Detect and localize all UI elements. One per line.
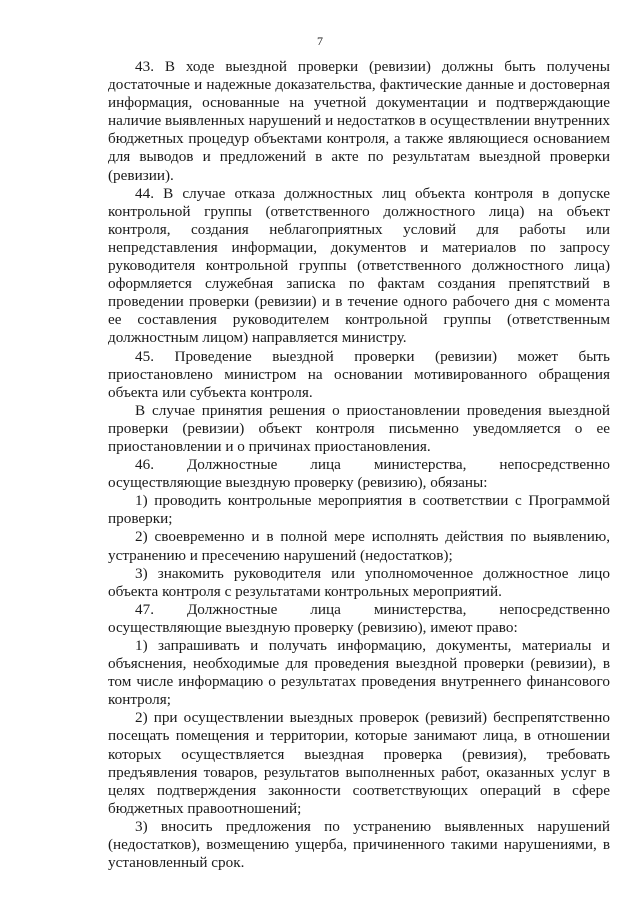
- paragraph-46: 46. Должностные лица министерства, непосредственно осуществляющие выездную проверку (ревизию), обязаны:: [108, 456, 610, 492]
- paragraph-47-item-3: 3) вносить предложения по устранению выявленных нарушений (недостатков), возмещению ущерба, причиненного такими нарушениями, в установленный срок.: [108, 817, 610, 872]
- paragraph-43: 43. В ходе выездной проверки (ревизии) должны быть получены достаточные и надежные доказательства, фактические данные и достоверная информация, основанные на учетной документации и подтверждающие наличие выявленных нарушений и недостатков в осуществлении внутренних бюджетных процедур объектами контроля, а также являющиеся основанием для выводов и предложений в акте по результатам выездной проверки (ревизии).: [108, 58, 610, 184]
- paragraph-47: 47. Должностные лица министерства, непосредственно осуществляющие выездную проверку (ревизию), имеют право:: [108, 600, 610, 636]
- page-number: 7: [317, 34, 323, 48]
- paragraph-46-item-1: 1) проводить контрольные мероприятия в соответствии с Программой проверки;: [108, 492, 610, 528]
- paragraph-45-suspension-notice: В случае принятия решения о приостановлении проведения выездной проверки (ревизии) объект контроля письменно уведомляется о ее приостановлении и о причинах приостановления.: [108, 401, 610, 455]
- paragraph-45: 45. Проведение выездной проверки (ревизии) может быть приостановлено министром на основании мотивированного обращения объекта или субъекта контроля.: [108, 347, 610, 401]
- paragraph-44: 44. В случае отказа должностных лиц объекта контроля в допуске контрольной группы (ответственного должностного лица) на объект контроля, создания неблагоприятных условий для работы или непредставления информации, документов и материалов по запросу руководителя контрольной группы (ответственного должностного лица) оформляется служебная записка по фактам создания препятствий в проведении проверки (ревизии) и в течение одного рабочего дня с момента ее составления руководителем контрольной группы (ответственным должностным лицом) направляется министру.: [108, 184, 610, 347]
- paragraph-47-item-1: 1) запрашивать и получать информацию, документы, материалы и объяснения, необходимые для проведения выездной проверки (ревизии), в том числе информацию о результатах проведения внутреннего финансового контроля;: [108, 637, 610, 709]
- document-body: [108, 58, 610, 872]
- paragraph-46-item-2: 2) своевременно и в полной мере исполнять действия по выявлению, устранению и пресечению нарушений (недостатков);: [108, 528, 610, 564]
- paragraph-47-item-2: 2) при осуществлении выездных проверок (ревизий) беспрепятственно посещать помещения и территории, которые занимают лица, в отношении которых осуществляется выездная проверка (ревизия), требовать предъявления товаров, результатов выполненных работ, оказанных услуг в целях подтверждения законности соответствующих операций в сфере бюджетных правоотношений;: [108, 709, 610, 817]
- paragraph-46-item-3: 3) знакомить руководителя или уполномоченное должностное лицо объекта контроля с результатами контрольных мероприятий.: [108, 564, 610, 600]
